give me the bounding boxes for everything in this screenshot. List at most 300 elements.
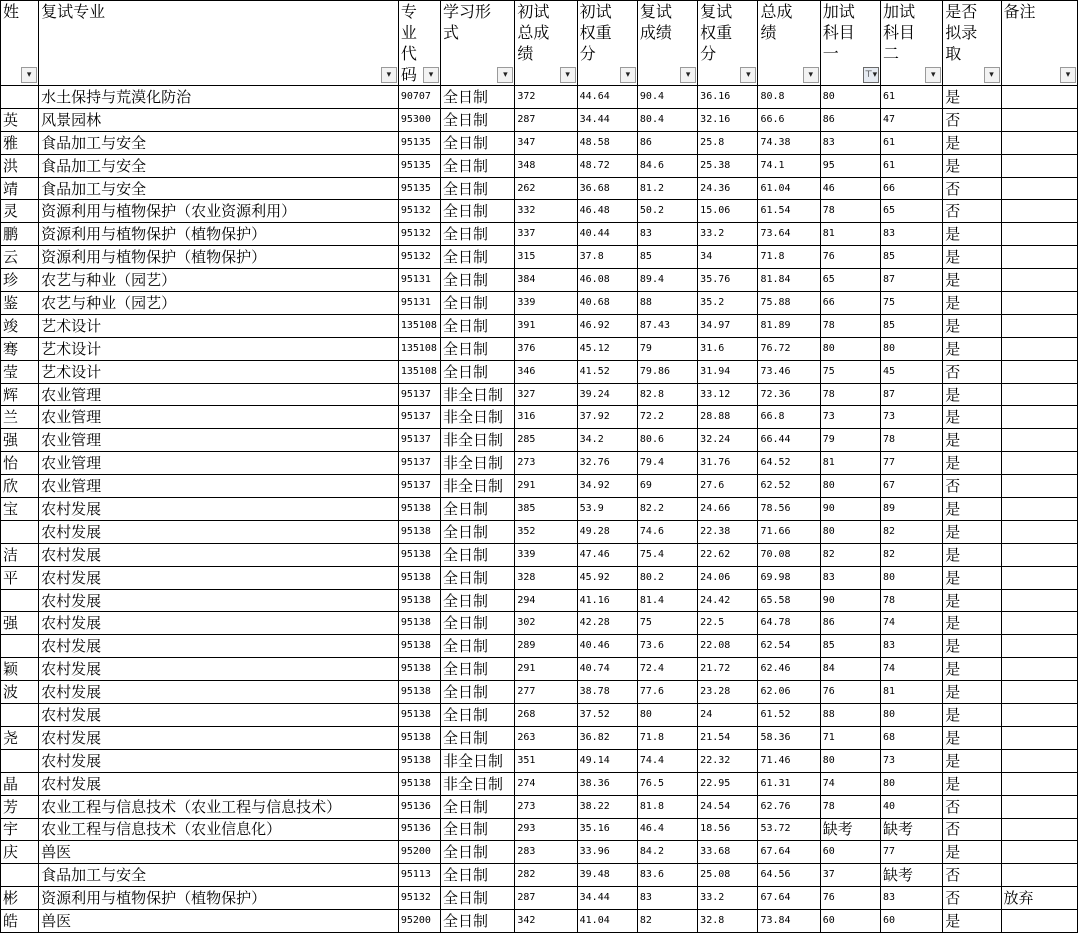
cell-surname[interactable]: 雅 (1, 131, 39, 154)
cell-retest-weighted[interactable]: 33.2 (698, 887, 758, 910)
cell-extra-subject-1[interactable]: 66 (820, 292, 880, 315)
cell-prelim-total[interactable]: 302 (515, 612, 577, 635)
cell-total-score[interactable]: 71.46 (758, 749, 820, 772)
cell-extra-subject-2[interactable]: 74 (880, 612, 942, 635)
cell-prelim-total[interactable]: 339 (515, 543, 577, 566)
cell-prelim-total[interactable]: 263 (515, 726, 577, 749)
cell-major-code[interactable]: 95138 (398, 498, 440, 521)
cell-remark[interactable] (1001, 86, 1077, 109)
cell-retest-major[interactable]: 艺术设计 (39, 337, 399, 360)
cell-retest-weighted[interactable]: 25.8 (698, 131, 758, 154)
cell-admit-decision[interactable]: 是 (943, 246, 1001, 269)
cell-prelim-total[interactable]: 282 (515, 864, 577, 887)
cell-major-code[interactable]: 95138 (398, 543, 440, 566)
cell-study-mode[interactable]: 全日制 (441, 704, 515, 727)
cell-total-score[interactable]: 66.6 (758, 108, 820, 131)
table-row[interactable] (1, 864, 1078, 887)
table-row[interactable] (1, 429, 1078, 452)
cell-retest-score[interactable]: 75 (637, 612, 697, 635)
cell-prelim-total[interactable]: 291 (515, 658, 577, 681)
cell-remark[interactable] (1001, 292, 1077, 315)
cell-admit-decision[interactable]: 是 (943, 406, 1001, 429)
cell-extra-subject-1[interactable]: 82 (820, 543, 880, 566)
cell-major-code[interactable]: 95138 (398, 726, 440, 749)
cell-total-score[interactable]: 62.06 (758, 681, 820, 704)
cell-retest-score[interactable]: 77.6 (637, 681, 697, 704)
cell-remark[interactable] (1001, 269, 1077, 292)
cell-extra-subject-1[interactable]: 76 (820, 887, 880, 910)
table-row[interactable] (1, 314, 1078, 337)
cell-total-score[interactable]: 61.54 (758, 200, 820, 223)
cell-retest-weighted[interactable]: 22.08 (698, 635, 758, 658)
cell-major-code[interactable]: 95300 (398, 108, 440, 131)
cell-extra-subject-1[interactable]: 缺考 (820, 818, 880, 841)
cell-total-score[interactable]: 75.88 (758, 292, 820, 315)
cell-remark[interactable] (1001, 772, 1077, 795)
cell-retest-major[interactable]: 农村发展 (39, 520, 399, 543)
cell-retest-weighted[interactable]: 24.36 (698, 177, 758, 200)
cell-study-mode[interactable]: 全日制 (441, 864, 515, 887)
cell-major-code[interactable]: 95137 (398, 406, 440, 429)
cell-prelim-total[interactable]: 287 (515, 887, 577, 910)
cell-extra-subject-1[interactable]: 60 (820, 910, 880, 933)
cell-extra-subject-2[interactable]: 61 (880, 86, 942, 109)
cell-total-score[interactable]: 74.38 (758, 131, 820, 154)
cell-prelim-total[interactable]: 274 (515, 772, 577, 795)
cell-study-mode[interactable]: 全日制 (441, 108, 515, 131)
cell-retest-weighted[interactable]: 33.2 (698, 223, 758, 246)
cell-prelim-weighted[interactable]: 32.76 (577, 452, 637, 475)
cell-admit-decision[interactable]: 是 (943, 749, 1001, 772)
cell-remark[interactable] (1001, 337, 1077, 360)
cell-retest-major[interactable]: 农艺与种业（园艺） (39, 269, 399, 292)
cell-retest-score[interactable]: 81.8 (637, 795, 697, 818)
cell-retest-major[interactable]: 农村发展 (39, 704, 399, 727)
filter-dropdown-icon[interactable]: ▾ (423, 67, 439, 83)
cell-extra-subject-1[interactable]: 81 (820, 223, 880, 246)
cell-retest-score[interactable]: 72.4 (637, 658, 697, 681)
cell-admit-decision[interactable]: 是 (943, 612, 1001, 635)
cell-extra-subject-2[interactable]: 75 (880, 292, 942, 315)
cell-total-score[interactable]: 72.36 (758, 383, 820, 406)
cell-surname[interactable] (1, 704, 39, 727)
cell-retest-major[interactable]: 艺术设计 (39, 360, 399, 383)
cell-prelim-weighted[interactable]: 46.08 (577, 269, 637, 292)
cell-prelim-weighted[interactable]: 46.92 (577, 314, 637, 337)
cell-major-code[interactable]: 95131 (398, 269, 440, 292)
cell-prelim-total[interactable]: 316 (515, 406, 577, 429)
cell-prelim-weighted[interactable]: 41.52 (577, 360, 637, 383)
cell-remark[interactable] (1001, 314, 1077, 337)
cell-major-code[interactable]: 95132 (398, 246, 440, 269)
cell-admit-decision[interactable]: 否 (943, 795, 1001, 818)
cell-surname[interactable]: 靖 (1, 177, 39, 200)
cell-surname[interactable]: 鉴 (1, 292, 39, 315)
filter-active-icon[interactable]: ⊤▾ (863, 67, 879, 83)
cell-remark[interactable] (1001, 452, 1077, 475)
cell-extra-subject-2[interactable]: 85 (880, 314, 942, 337)
cell-total-score[interactable]: 70.08 (758, 543, 820, 566)
cell-major-code[interactable]: 95138 (398, 612, 440, 635)
cell-remark[interactable] (1001, 726, 1077, 749)
cell-retest-major[interactable]: 农村发展 (39, 772, 399, 795)
cell-retest-major[interactable]: 农村发展 (39, 612, 399, 635)
table-row[interactable] (1, 154, 1078, 177)
cell-retest-weighted[interactable]: 31.6 (698, 337, 758, 360)
cell-retest-major[interactable]: 兽医 (39, 910, 399, 933)
cell-extra-subject-1[interactable]: 71 (820, 726, 880, 749)
cell-prelim-weighted[interactable]: 33.96 (577, 841, 637, 864)
cell-remark[interactable] (1001, 749, 1077, 772)
cell-extra-subject-1[interactable]: 78 (820, 314, 880, 337)
cell-retest-score[interactable]: 82.8 (637, 383, 697, 406)
cell-surname[interactable]: 波 (1, 681, 39, 704)
cell-retest-weighted[interactable]: 36.16 (698, 86, 758, 109)
cell-study-mode[interactable]: 全日制 (441, 635, 515, 658)
cell-study-mode[interactable]: 全日制 (441, 337, 515, 360)
cell-surname[interactable]: 庆 (1, 841, 39, 864)
cell-admit-decision[interactable]: 是 (943, 429, 1001, 452)
cell-admit-decision[interactable]: 是 (943, 520, 1001, 543)
cell-retest-weighted[interactable]: 31.94 (698, 360, 758, 383)
cell-retest-major[interactable]: 农业工程与信息技术（农业信息化） (39, 818, 399, 841)
cell-extra-subject-1[interactable]: 83 (820, 131, 880, 154)
cell-prelim-total[interactable]: 339 (515, 292, 577, 315)
table-row[interactable] (1, 543, 1078, 566)
table-row[interactable] (1, 337, 1078, 360)
cell-study-mode[interactable]: 非全日制 (441, 452, 515, 475)
cell-prelim-weighted[interactable]: 45.92 (577, 566, 637, 589)
cell-extra-subject-2[interactable]: 73 (880, 406, 942, 429)
cell-retest-score[interactable]: 80.2 (637, 566, 697, 589)
cell-study-mode[interactable]: 全日制 (441, 841, 515, 864)
cell-prelim-weighted[interactable]: 38.22 (577, 795, 637, 818)
cell-study-mode[interactable]: 全日制 (441, 86, 515, 109)
cell-remark[interactable] (1001, 589, 1077, 612)
cell-extra-subject-2[interactable]: 73 (880, 749, 942, 772)
cell-retest-weighted[interactable]: 22.95 (698, 772, 758, 795)
cell-total-score[interactable]: 64.52 (758, 452, 820, 475)
table-row[interactable] (1, 635, 1078, 658)
cell-remark[interactable] (1001, 795, 1077, 818)
cell-prelim-total[interactable]: 277 (515, 681, 577, 704)
cell-prelim-total[interactable]: 372 (515, 86, 577, 109)
cell-retest-weighted[interactable]: 24.66 (698, 498, 758, 521)
cell-extra-subject-1[interactable]: 65 (820, 269, 880, 292)
cell-prelim-total[interactable]: 273 (515, 452, 577, 475)
cell-prelim-total[interactable]: 287 (515, 108, 577, 131)
cell-extra-subject-2[interactable]: 82 (880, 543, 942, 566)
cell-total-score[interactable]: 73.84 (758, 910, 820, 933)
cell-retest-score[interactable]: 88 (637, 292, 697, 315)
cell-study-mode[interactable]: 非全日制 (441, 749, 515, 772)
table-row[interactable] (1, 452, 1078, 475)
cell-study-mode[interactable]: 全日制 (441, 223, 515, 246)
cell-prelim-total[interactable]: 294 (515, 589, 577, 612)
cell-study-mode[interactable]: 全日制 (441, 726, 515, 749)
cell-total-score[interactable]: 69.98 (758, 566, 820, 589)
cell-prelim-weighted[interactable]: 38.78 (577, 681, 637, 704)
cell-surname[interactable]: 怡 (1, 452, 39, 475)
cell-major-code[interactable]: 95132 (398, 887, 440, 910)
cell-prelim-total[interactable]: 352 (515, 520, 577, 543)
cell-extra-subject-2[interactable]: 83 (880, 887, 942, 910)
cell-prelim-total[interactable]: 347 (515, 131, 577, 154)
cell-major-code[interactable]: 90707 (398, 86, 440, 109)
cell-extra-subject-1[interactable]: 86 (820, 108, 880, 131)
cell-retest-weighted[interactable]: 33.68 (698, 841, 758, 864)
cell-retest-major[interactable]: 农村发展 (39, 635, 399, 658)
cell-retest-major[interactable]: 食品加工与安全 (39, 131, 399, 154)
cell-major-code[interactable]: 95135 (398, 177, 440, 200)
cell-admit-decision[interactable]: 否 (943, 200, 1001, 223)
cell-prelim-total[interactable]: 262 (515, 177, 577, 200)
table-row[interactable] (1, 704, 1078, 727)
cell-remark[interactable] (1001, 818, 1077, 841)
cell-prelim-weighted[interactable]: 38.36 (577, 772, 637, 795)
cell-total-score[interactable]: 61.31 (758, 772, 820, 795)
cell-prelim-total[interactable]: 289 (515, 635, 577, 658)
cell-study-mode[interactable]: 全日制 (441, 887, 515, 910)
cell-retest-weighted[interactable]: 31.76 (698, 452, 758, 475)
cell-major-code[interactable]: 95131 (398, 292, 440, 315)
cell-retest-score[interactable]: 83 (637, 887, 697, 910)
cell-extra-subject-2[interactable]: 77 (880, 841, 942, 864)
cell-admit-decision[interactable]: 是 (943, 910, 1001, 933)
cell-remark[interactable] (1001, 406, 1077, 429)
cell-study-mode[interactable]: 非全日制 (441, 475, 515, 498)
cell-surname[interactable] (1, 749, 39, 772)
cell-retest-weighted[interactable]: 32.8 (698, 910, 758, 933)
cell-surname[interactable]: 英 (1, 108, 39, 131)
filter-dropdown-icon[interactable]: ▾ (620, 67, 636, 83)
cell-retest-major[interactable]: 农村发展 (39, 749, 399, 772)
cell-remark[interactable] (1001, 475, 1077, 498)
cell-extra-subject-1[interactable]: 80 (820, 337, 880, 360)
cell-surname[interactable]: 平 (1, 566, 39, 589)
cell-retest-major[interactable]: 资源利用与植物保护（植物保护） (39, 246, 399, 269)
cell-extra-subject-2[interactable]: 77 (880, 452, 942, 475)
cell-retest-score[interactable]: 80.4 (637, 108, 697, 131)
cell-surname[interactable]: 强 (1, 429, 39, 452)
cell-study-mode[interactable]: 全日制 (441, 269, 515, 292)
cell-total-score[interactable]: 76.72 (758, 337, 820, 360)
table-row[interactable] (1, 292, 1078, 315)
cell-retest-score[interactable]: 81.4 (637, 589, 697, 612)
cell-extra-subject-1[interactable]: 74 (820, 772, 880, 795)
cell-remark[interactable] (1001, 635, 1077, 658)
cell-prelim-total[interactable]: 327 (515, 383, 577, 406)
cell-major-code[interactable]: 95132 (398, 223, 440, 246)
cell-extra-subject-1[interactable]: 80 (820, 520, 880, 543)
table-row[interactable] (1, 749, 1078, 772)
cell-surname[interactable]: 强 (1, 612, 39, 635)
cell-study-mode[interactable]: 全日制 (441, 200, 515, 223)
cell-remark[interactable]: 放弃 (1001, 887, 1077, 910)
cell-total-score[interactable]: 66.8 (758, 406, 820, 429)
cell-prelim-total[interactable]: 293 (515, 818, 577, 841)
table-row[interactable] (1, 658, 1078, 681)
cell-study-mode[interactable]: 全日制 (441, 177, 515, 200)
cell-remark[interactable] (1001, 154, 1077, 177)
cell-retest-weighted[interactable]: 24 (698, 704, 758, 727)
cell-prelim-weighted[interactable]: 39.48 (577, 864, 637, 887)
cell-admit-decision[interactable]: 是 (943, 726, 1001, 749)
cell-prelim-total[interactable]: 342 (515, 910, 577, 933)
cell-major-code[interactable]: 95135 (398, 154, 440, 177)
cell-total-score[interactable]: 81.84 (758, 269, 820, 292)
cell-retest-weighted[interactable]: 33.12 (698, 383, 758, 406)
cell-retest-score[interactable]: 81.2 (637, 177, 697, 200)
cell-extra-subject-2[interactable]: 82 (880, 520, 942, 543)
cell-prelim-total[interactable]: 273 (515, 795, 577, 818)
cell-total-score[interactable]: 62.76 (758, 795, 820, 818)
cell-prelim-weighted[interactable]: 41.04 (577, 910, 637, 933)
cell-study-mode[interactable]: 非全日制 (441, 772, 515, 795)
cell-total-score[interactable]: 65.58 (758, 589, 820, 612)
cell-retest-score[interactable]: 80.6 (637, 429, 697, 452)
filter-dropdown-icon[interactable]: ▾ (680, 67, 696, 83)
cell-surname[interactable]: 尧 (1, 726, 39, 749)
cell-retest-major[interactable]: 农村发展 (39, 726, 399, 749)
filter-dropdown-icon[interactable]: ▾ (803, 67, 819, 83)
cell-remark[interactable] (1001, 429, 1077, 452)
cell-major-code[interactable]: 95138 (398, 658, 440, 681)
cell-prelim-weighted[interactable]: 53.9 (577, 498, 637, 521)
cell-prelim-weighted[interactable]: 40.46 (577, 635, 637, 658)
cell-retest-major[interactable]: 兽医 (39, 841, 399, 864)
cell-surname[interactable]: 兰 (1, 406, 39, 429)
cell-remark[interactable] (1001, 658, 1077, 681)
cell-retest-score[interactable]: 72.2 (637, 406, 697, 429)
cell-extra-subject-2[interactable]: 81 (880, 681, 942, 704)
cell-retest-score[interactable]: 73.6 (637, 635, 697, 658)
cell-extra-subject-2[interactable]: 61 (880, 154, 942, 177)
cell-major-code[interactable]: 95200 (398, 910, 440, 933)
cell-retest-score[interactable]: 74.4 (637, 749, 697, 772)
cell-prelim-weighted[interactable]: 34.44 (577, 887, 637, 910)
cell-retest-major[interactable]: 农村发展 (39, 681, 399, 704)
cell-extra-subject-2[interactable]: 61 (880, 131, 942, 154)
table-row[interactable] (1, 589, 1078, 612)
cell-surname[interactable]: 宝 (1, 498, 39, 521)
cell-retest-major[interactable]: 资源利用与植物保护（植物保护） (39, 887, 399, 910)
filter-dropdown-icon[interactable]: ▾ (925, 67, 941, 83)
cell-extra-subject-2[interactable]: 78 (880, 429, 942, 452)
cell-prelim-total[interactable]: 346 (515, 360, 577, 383)
cell-total-score[interactable]: 64.78 (758, 612, 820, 635)
table-row[interactable] (1, 910, 1078, 933)
cell-extra-subject-2[interactable]: 68 (880, 726, 942, 749)
cell-admit-decision[interactable]: 是 (943, 566, 1001, 589)
cell-major-code[interactable]: 95137 (398, 383, 440, 406)
cell-extra-subject-1[interactable]: 84 (820, 658, 880, 681)
cell-major-code[interactable]: 95136 (398, 818, 440, 841)
cell-surname[interactable] (1, 589, 39, 612)
cell-retest-major[interactable]: 农村发展 (39, 589, 399, 612)
cell-retest-major[interactable]: 农业管理 (39, 429, 399, 452)
cell-retest-score[interactable]: 86 (637, 131, 697, 154)
filter-dropdown-icon[interactable]: ▾ (381, 67, 397, 83)
cell-study-mode[interactable]: 全日制 (441, 520, 515, 543)
cell-prelim-weighted[interactable]: 36.82 (577, 726, 637, 749)
table-row[interactable] (1, 726, 1078, 749)
cell-total-score[interactable]: 78.56 (758, 498, 820, 521)
cell-extra-subject-2[interactable]: 67 (880, 475, 942, 498)
cell-surname[interactable]: 云 (1, 246, 39, 269)
cell-prelim-total[interactable]: 291 (515, 475, 577, 498)
cell-prelim-weighted[interactable]: 46.48 (577, 200, 637, 223)
cell-retest-weighted[interactable]: 24.54 (698, 795, 758, 818)
cell-retest-score[interactable]: 79.4 (637, 452, 697, 475)
cell-admit-decision[interactable]: 是 (943, 704, 1001, 727)
cell-total-score[interactable]: 67.64 (758, 841, 820, 864)
cell-retest-score[interactable]: 84.2 (637, 841, 697, 864)
cell-surname[interactable]: 洪 (1, 154, 39, 177)
table-row[interactable] (1, 795, 1078, 818)
table-row[interactable] (1, 383, 1078, 406)
cell-study-mode[interactable]: 全日制 (441, 681, 515, 704)
cell-retest-weighted[interactable]: 34 (698, 246, 758, 269)
cell-major-code[interactable]: 95138 (398, 681, 440, 704)
cell-extra-subject-2[interactable]: 45 (880, 360, 942, 383)
cell-prelim-weighted[interactable]: 36.68 (577, 177, 637, 200)
cell-prelim-total[interactable]: 376 (515, 337, 577, 360)
cell-retest-major[interactable]: 食品加工与安全 (39, 864, 399, 887)
cell-extra-subject-1[interactable]: 85 (820, 635, 880, 658)
cell-study-mode[interactable]: 非全日制 (441, 429, 515, 452)
cell-retest-score[interactable]: 71.8 (637, 726, 697, 749)
cell-surname[interactable]: 鹏 (1, 223, 39, 246)
cell-retest-major[interactable]: 食品加工与安全 (39, 154, 399, 177)
cell-retest-weighted[interactable]: 24.42 (698, 589, 758, 612)
cell-extra-subject-1[interactable]: 80 (820, 86, 880, 109)
cell-retest-weighted[interactable]: 25.08 (698, 864, 758, 887)
cell-remark[interactable] (1001, 383, 1077, 406)
cell-remark[interactable] (1001, 612, 1077, 635)
cell-total-score[interactable]: 61.52 (758, 704, 820, 727)
cell-major-code[interactable]: 95132 (398, 200, 440, 223)
cell-major-code[interactable]: 95138 (398, 520, 440, 543)
cell-prelim-weighted[interactable]: 41.16 (577, 589, 637, 612)
cell-extra-subject-1[interactable]: 80 (820, 749, 880, 772)
cell-retest-score[interactable]: 76.5 (637, 772, 697, 795)
cell-surname[interactable]: 晶 (1, 772, 39, 795)
cell-retest-major[interactable]: 食品加工与安全 (39, 177, 399, 200)
table-row[interactable] (1, 360, 1078, 383)
cell-admit-decision[interactable]: 否 (943, 887, 1001, 910)
cell-admit-decision[interactable]: 否 (943, 177, 1001, 200)
cell-extra-subject-1[interactable]: 90 (820, 498, 880, 521)
cell-major-code[interactable]: 95138 (398, 704, 440, 727)
filter-dropdown-icon[interactable]: ▾ (21, 67, 37, 83)
cell-extra-subject-2[interactable]: 78 (880, 589, 942, 612)
cell-retest-weighted[interactable]: 22.62 (698, 543, 758, 566)
cell-retest-major[interactable]: 农业管理 (39, 406, 399, 429)
cell-major-code[interactable]: 135108 (398, 337, 440, 360)
cell-extra-subject-2[interactable]: 60 (880, 910, 942, 933)
cell-prelim-total[interactable]: 384 (515, 269, 577, 292)
cell-surname[interactable] (1, 86, 39, 109)
filter-dropdown-icon[interactable]: ▾ (560, 67, 576, 83)
cell-retest-weighted[interactable]: 21.54 (698, 726, 758, 749)
cell-major-code[interactable]: 95138 (398, 566, 440, 589)
cell-extra-subject-2[interactable]: 85 (880, 246, 942, 269)
table-row[interactable] (1, 246, 1078, 269)
cell-surname[interactable]: 洁 (1, 543, 39, 566)
cell-retest-major[interactable]: 水土保持与荒漠化防治 (39, 86, 399, 109)
cell-total-score[interactable]: 73.46 (758, 360, 820, 383)
